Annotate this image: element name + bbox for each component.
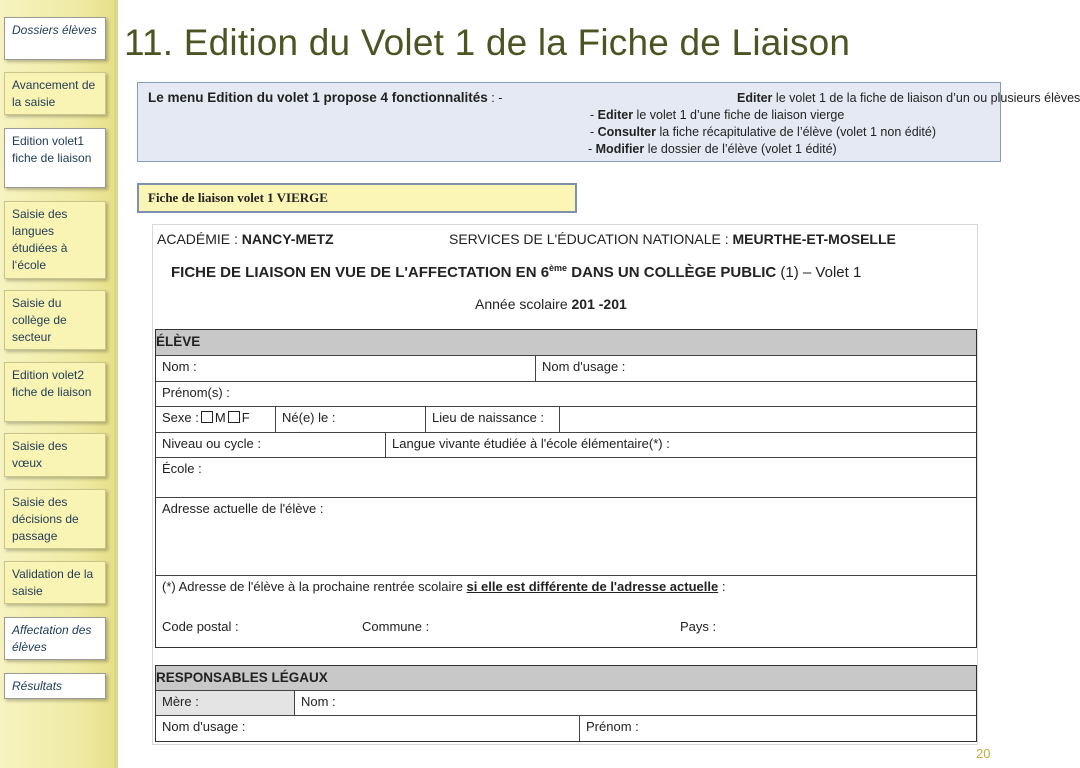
page-title: 11. Edition du Volet 1 de la Fiche de Liaison (124, 22, 851, 63)
sidebar-item-resultats[interactable] (4, 673, 106, 699)
eleve-heading: ÉLÈVE (156, 330, 976, 356)
mere-field: Mère : (156, 691, 295, 715)
responsables-table (155, 665, 977, 742)
sidebar-item-label: Validation de la saisie (12, 567, 94, 598)
niveau-field: Niveau ou cycle : (156, 433, 386, 457)
nom-field: Nom : (156, 356, 536, 381)
checkbox-m (201, 411, 213, 423)
services-line: SERVICES DE L'ÉDUCATION NATIONALE : MEURTHE-ET-MOSELLE (449, 231, 896, 247)
info-item: Editer le volet 1 de la fiche de liaison d’un ou plusieurs élèves (737, 91, 1080, 105)
adresse-prochaine-field: (*) Adresse de l'élève à la prochaine rentrée scolaire si elle est différente de l'adresse actuelle : Code postal : Commune : Pays : (162, 579, 726, 634)
info-item: - Modifier le dossier de l’élève (volet 1 édité) (588, 142, 837, 156)
annee-scolaire: Année scolaire 201 -201 (475, 296, 627, 312)
info-box (137, 82, 1080, 162)
sidebar-item-label: Résultats (12, 679, 63, 693)
commune-label: Commune : (362, 619, 430, 634)
fiche-liaison-form (152, 224, 978, 745)
fiche-title: FICHE DE LIAISON EN VUE DE L'AFFECTATION EN 6ème DANS UN COLLÈGE PUBLIC (1) – Volet 1 (171, 263, 862, 281)
sidebar-item-label: Dossiers élèves (12, 23, 97, 37)
info-item: - Consulter la fiche récapitulative de l’élève (volet 1 non édité) (590, 125, 937, 139)
sidebar-item-saisie-langues[interactable] (4, 201, 106, 279)
adresse-field: Adresse actuelle de l'élève : (162, 501, 324, 516)
pays-label: Pays : (680, 619, 717, 634)
form-caption: Fiche de liaison volet 1 VIERGE (137, 183, 577, 213)
sidebar-item-label: Affectation des élèves (12, 623, 92, 654)
sidebar-item-dossiers-eleves[interactable] (4, 17, 106, 60)
resp-prenom-field: Prénom : (586, 719, 639, 734)
ecole-field: École : (162, 461, 202, 476)
sidebar-item-label: Avancement de la saisie (12, 78, 96, 109)
sidebar-item-label: Saisie des vœux (12, 439, 68, 470)
sidebar-item-edition-volet2[interactable] (4, 362, 106, 422)
academie-line: ACADÉMIE : NANCY-METZ (157, 231, 334, 247)
sidebar-item-decisions-passage[interactable] (4, 489, 106, 549)
resp-nom-usage-field: Nom d'usage : (156, 716, 580, 741)
lieu-naissance-field: Lieu de naissance : (426, 407, 560, 432)
sidebar-item-affectation[interactable] (4, 617, 106, 660)
sidebar-item-label: Saisie des langues étudiées à l‘école (12, 207, 68, 272)
resp-nom-field: Nom : (301, 694, 336, 709)
sidebar-item-label: Saisie du collège de secteur (12, 296, 67, 344)
sidebar-item-edition-volet1[interactable] (4, 128, 106, 188)
responsables-heading: RESPONSABLES LÉGAUX (156, 666, 976, 691)
langue-field: Langue vivante étudiée à l'école élémentaire(*) : (392, 436, 670, 451)
sidebar-item-validation[interactable] (4, 561, 106, 604)
prenoms-field: Prénom(s) : (162, 385, 230, 400)
sidebar-item-label: Edition volet1 fiche de liaison (12, 134, 92, 165)
checkbox-f (228, 411, 240, 423)
ne-le-field: Né(e) le : (276, 407, 426, 432)
info-item: - Editer le volet 1 d’une fiche de liaison vierge (590, 108, 845, 122)
nom-usage-field: Nom d'usage : (542, 359, 626, 374)
sidebar-divider (114, 0, 118, 768)
code-postal-label: Code postal : (162, 619, 239, 634)
sexe-field: Sexe : M F (156, 407, 276, 432)
info-lead: Le menu Edition du volet 1 propose 4 fonctionnalités : - (148, 90, 503, 105)
sidebar-item-avancement[interactable] (4, 72, 106, 115)
eleve-table (155, 329, 977, 648)
sidebar-item-college-secteur[interactable] (4, 290, 106, 350)
page-number: 20 (976, 746, 991, 761)
sidebar-item-saisie-voeux[interactable] (4, 433, 106, 477)
sidebar-item-label: Edition volet2 fiche de liaison (12, 368, 92, 399)
sidebar-item-label: Saisie des décisions de passage (12, 495, 79, 543)
